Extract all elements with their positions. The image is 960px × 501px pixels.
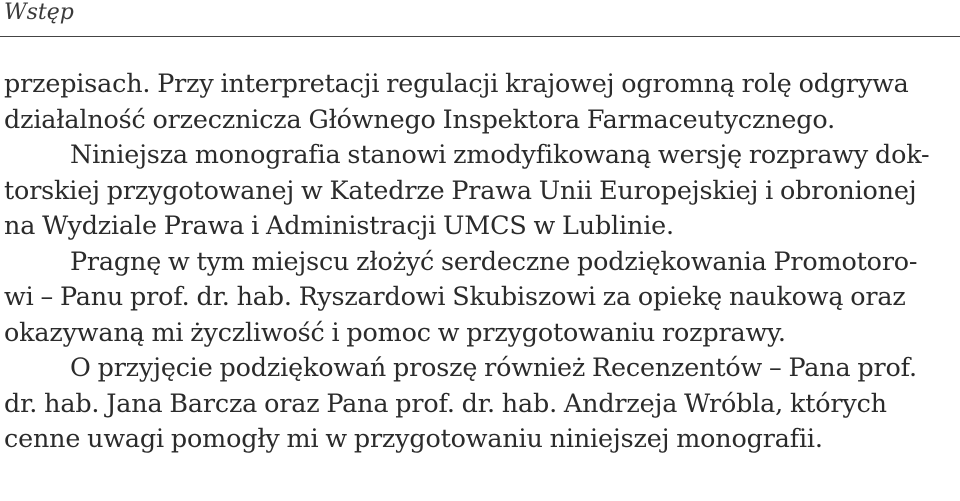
text-line: cenne uwagi pomogły mi w przygotowaniu niniejszej monografii. (4, 423, 823, 453)
text-line: dr. hab. Jana Barcza oraz Pana prof. dr. hab. Andrzeja Wróbla, których (4, 387, 887, 418)
text-line: torskiej przygotowanej w Katedrze Prawa Unii Europejskiej i obronionej (4, 174, 917, 205)
paragraph-start-line: Pragnę w tym miejscu złożyć serdeczne podziękowania Promotoro- (70, 245, 918, 276)
header-rule (0, 36, 960, 37)
text-line: na Wydziale Prawa i Administracji UMCS w Lublinie. (4, 210, 674, 240)
paragraph-start-line: Niniejsza monografia stanowi zmodyfikowaną wersję rozprawy dok- (70, 139, 930, 169)
paragraph-start-line: O przyjęcie podziękowań proszę również Recenzentów – Pana prof. (70, 352, 917, 382)
running-head: Wstęp (4, 0, 74, 25)
text-line: działalność orzecznicza Głównego Inspektora Farmaceutycznego. (4, 103, 836, 134)
text-line: wi – Panu prof. dr. hab. Ryszardowi Skubiszowi za opiekę naukową oraz (4, 281, 906, 311)
text-line: okazywaną mi życzliwość i pomoc w przygotowaniu rozprawy. (4, 316, 786, 347)
body-text (4, 66, 956, 457)
text-line: przepisach. Przy interpretacji regulacji krajowej ogromną rolę odgrywa (4, 68, 909, 98)
